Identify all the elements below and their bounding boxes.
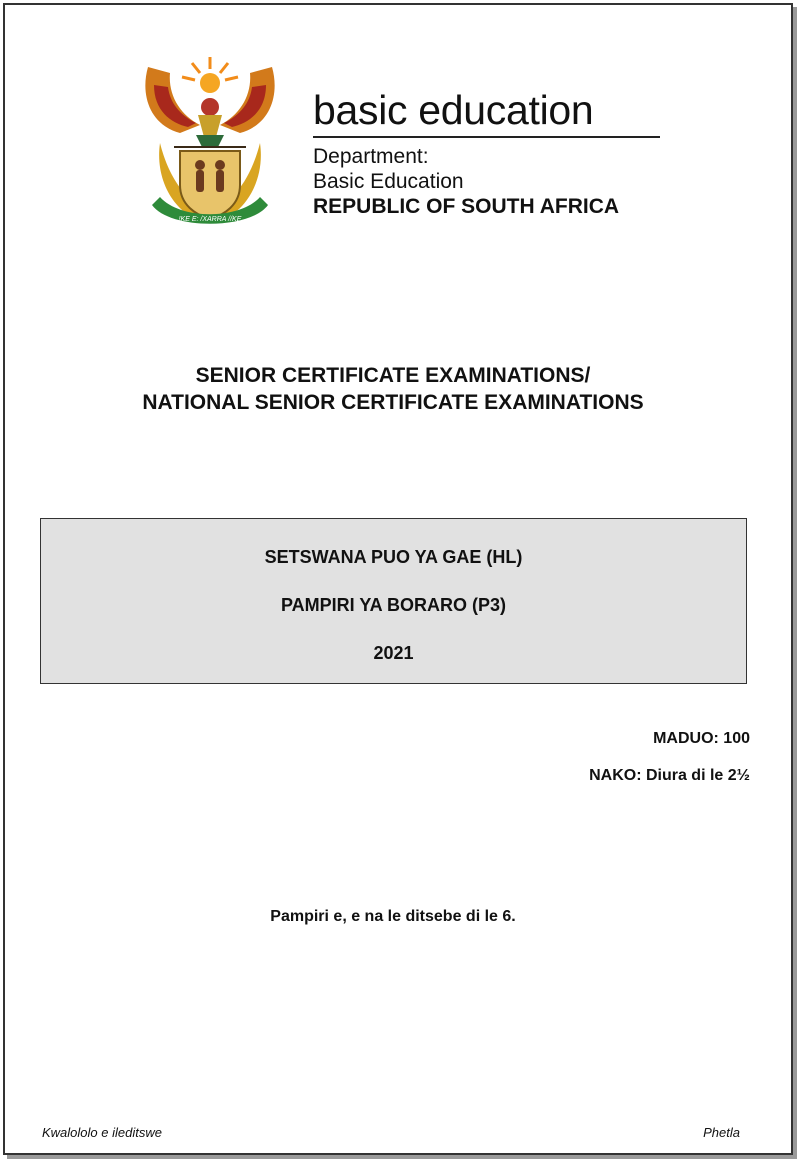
marks-label: MADUO: 100 (653, 730, 750, 747)
footer-copyright: Kwalololo e ileditswe (42, 1125, 162, 1140)
time-label: NAKO: Diura di le 2½ (589, 767, 750, 784)
coat-of-arms-logo (140, 55, 280, 230)
paper-title: PAMPIRI YA BORARO (P3) (280, 595, 507, 615)
department-label: Department: (313, 145, 429, 168)
exam-heading (0, 362, 786, 416)
brand-block (313, 86, 663, 219)
footer-turn-over: Phetla (703, 1125, 740, 1140)
country-name: REPUBLIC OF SOUTH AFRICA (313, 195, 620, 218)
sun-icon (182, 57, 238, 93)
exam-heading-line-2: NATIONAL SENIOR CERTIFICATE EXAMINATIONS (142, 391, 644, 414)
pages-note: Pampiri e, e na le ditsebe di le 6. (270, 908, 516, 925)
subject-title: SETSWANA PUO YA GAE (HL) (264, 547, 523, 567)
brand-title: basic education (313, 87, 594, 133)
department-name: Basic Education (313, 170, 464, 193)
motto-text: !KE E: /XARRA //KE (178, 216, 242, 223)
exam-year: 2021 (373, 643, 414, 663)
brand-divider (313, 136, 660, 138)
subject-box (40, 518, 747, 684)
exam-heading-line-1: SENIOR CERTIFICATE EXAMINATIONS/ (195, 364, 591, 387)
